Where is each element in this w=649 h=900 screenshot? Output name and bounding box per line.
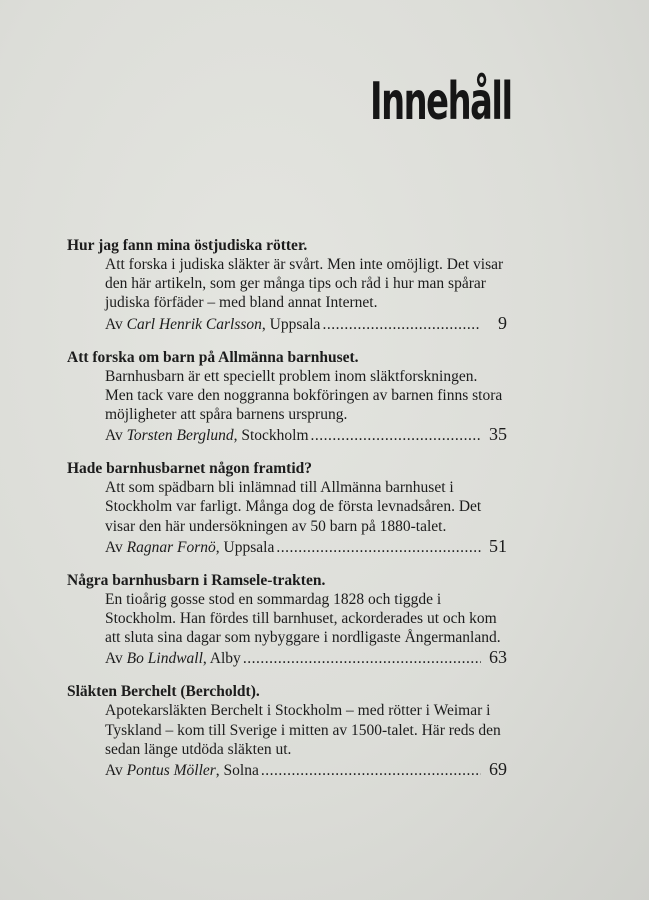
page-number: 9 xyxy=(498,312,507,333)
dot-leader xyxy=(322,315,481,335)
author-name: Torsten Berglund xyxy=(126,427,234,445)
author-name: Ragnar Fornö xyxy=(126,538,216,556)
author-name: Bo Lindwall xyxy=(126,650,203,668)
toc-entry xyxy=(67,459,507,558)
page-number: 63 xyxy=(489,647,507,668)
page-number: 51 xyxy=(489,535,507,556)
page-title: Innehåll xyxy=(370,72,512,132)
entry-summary: Apotekarsläkten Berchelt i Stockholm – med rötter i Weimar i Tyskland – kom till Sverige i mitten av 1500-talet. Här reds den sedan länge utdöda släkten ut. xyxy=(105,702,501,758)
byline-prefix: Av xyxy=(105,315,123,333)
entry-heading: Hur jag fann mina östjudiska rötter. xyxy=(67,237,308,254)
byline-prefix: Av xyxy=(105,427,123,445)
entry-byline xyxy=(67,647,507,669)
author-place: , Uppsala xyxy=(215,538,275,556)
toc-entry xyxy=(67,571,507,670)
dot-leader xyxy=(243,649,481,669)
page-number: 69 xyxy=(489,759,507,780)
entry-heading: Att forska om barn på Allmänna barnhuset. xyxy=(67,348,359,366)
dot-leader xyxy=(261,761,481,781)
dot-leader xyxy=(276,538,481,558)
toc-entry xyxy=(67,682,507,781)
entry-summary: En tioårig gosse stod en sommardag 1828 och tiggde i Stockholm. Han fördes till barnhuset, ackorderades ut och kom att sluta sina dagar som nybyggare i nordligaste Ångermanland. xyxy=(105,590,501,647)
toc-entry xyxy=(67,348,507,447)
author-place: , Alby xyxy=(202,650,241,668)
byline-prefix: Av xyxy=(105,538,123,556)
entry-byline xyxy=(67,536,507,558)
page-number: 35 xyxy=(489,424,507,445)
dot-leader xyxy=(311,426,481,446)
author-place: , Solna xyxy=(215,762,259,780)
entry-summary: Att som spädbarn bli inlämnad till Allmänna barnhuset i Stockholm var farligt. Många dog de första levnadsåren. Det visar den här undersökningen av 50 barn på 1880-talet. xyxy=(105,479,482,535)
entry-summary: Att forska i judiska släkter är svårt. Men inte omöjligt. Det visar den här artikeln, som ger många tips och råd i hur man spårar judiska förfäder – med bland annat Internet. xyxy=(105,256,504,312)
entry-heading: Några barnhusbarn i Ramsele-trakten. xyxy=(67,571,326,589)
entry-byline xyxy=(67,424,507,446)
entry-summary: Barnhusbarn är ett speciellt problem inom släktforskningen. Men tack vare den noggranna bokföringen av barnen finns stora möjligheter att spåra barnens ursprung. xyxy=(105,367,503,424)
entry-heading: Hade barnhusbarnet någon framtid? xyxy=(67,460,313,478)
author-place: , Uppsala xyxy=(261,315,321,333)
entry-byline xyxy=(67,313,507,335)
entry-byline xyxy=(67,759,507,781)
byline-prefix: Av xyxy=(105,650,123,668)
author-place: , Stockholm xyxy=(233,427,309,445)
author-name: Carl Henrik Carlsson xyxy=(126,315,262,333)
toc-entry xyxy=(67,236,507,335)
table-of-contents xyxy=(67,236,507,794)
byline-prefix: Av xyxy=(105,762,123,780)
author-name: Pontus Möller xyxy=(126,762,216,780)
entry-heading: Släkten Berchelt (Bercholdt). xyxy=(67,683,260,701)
